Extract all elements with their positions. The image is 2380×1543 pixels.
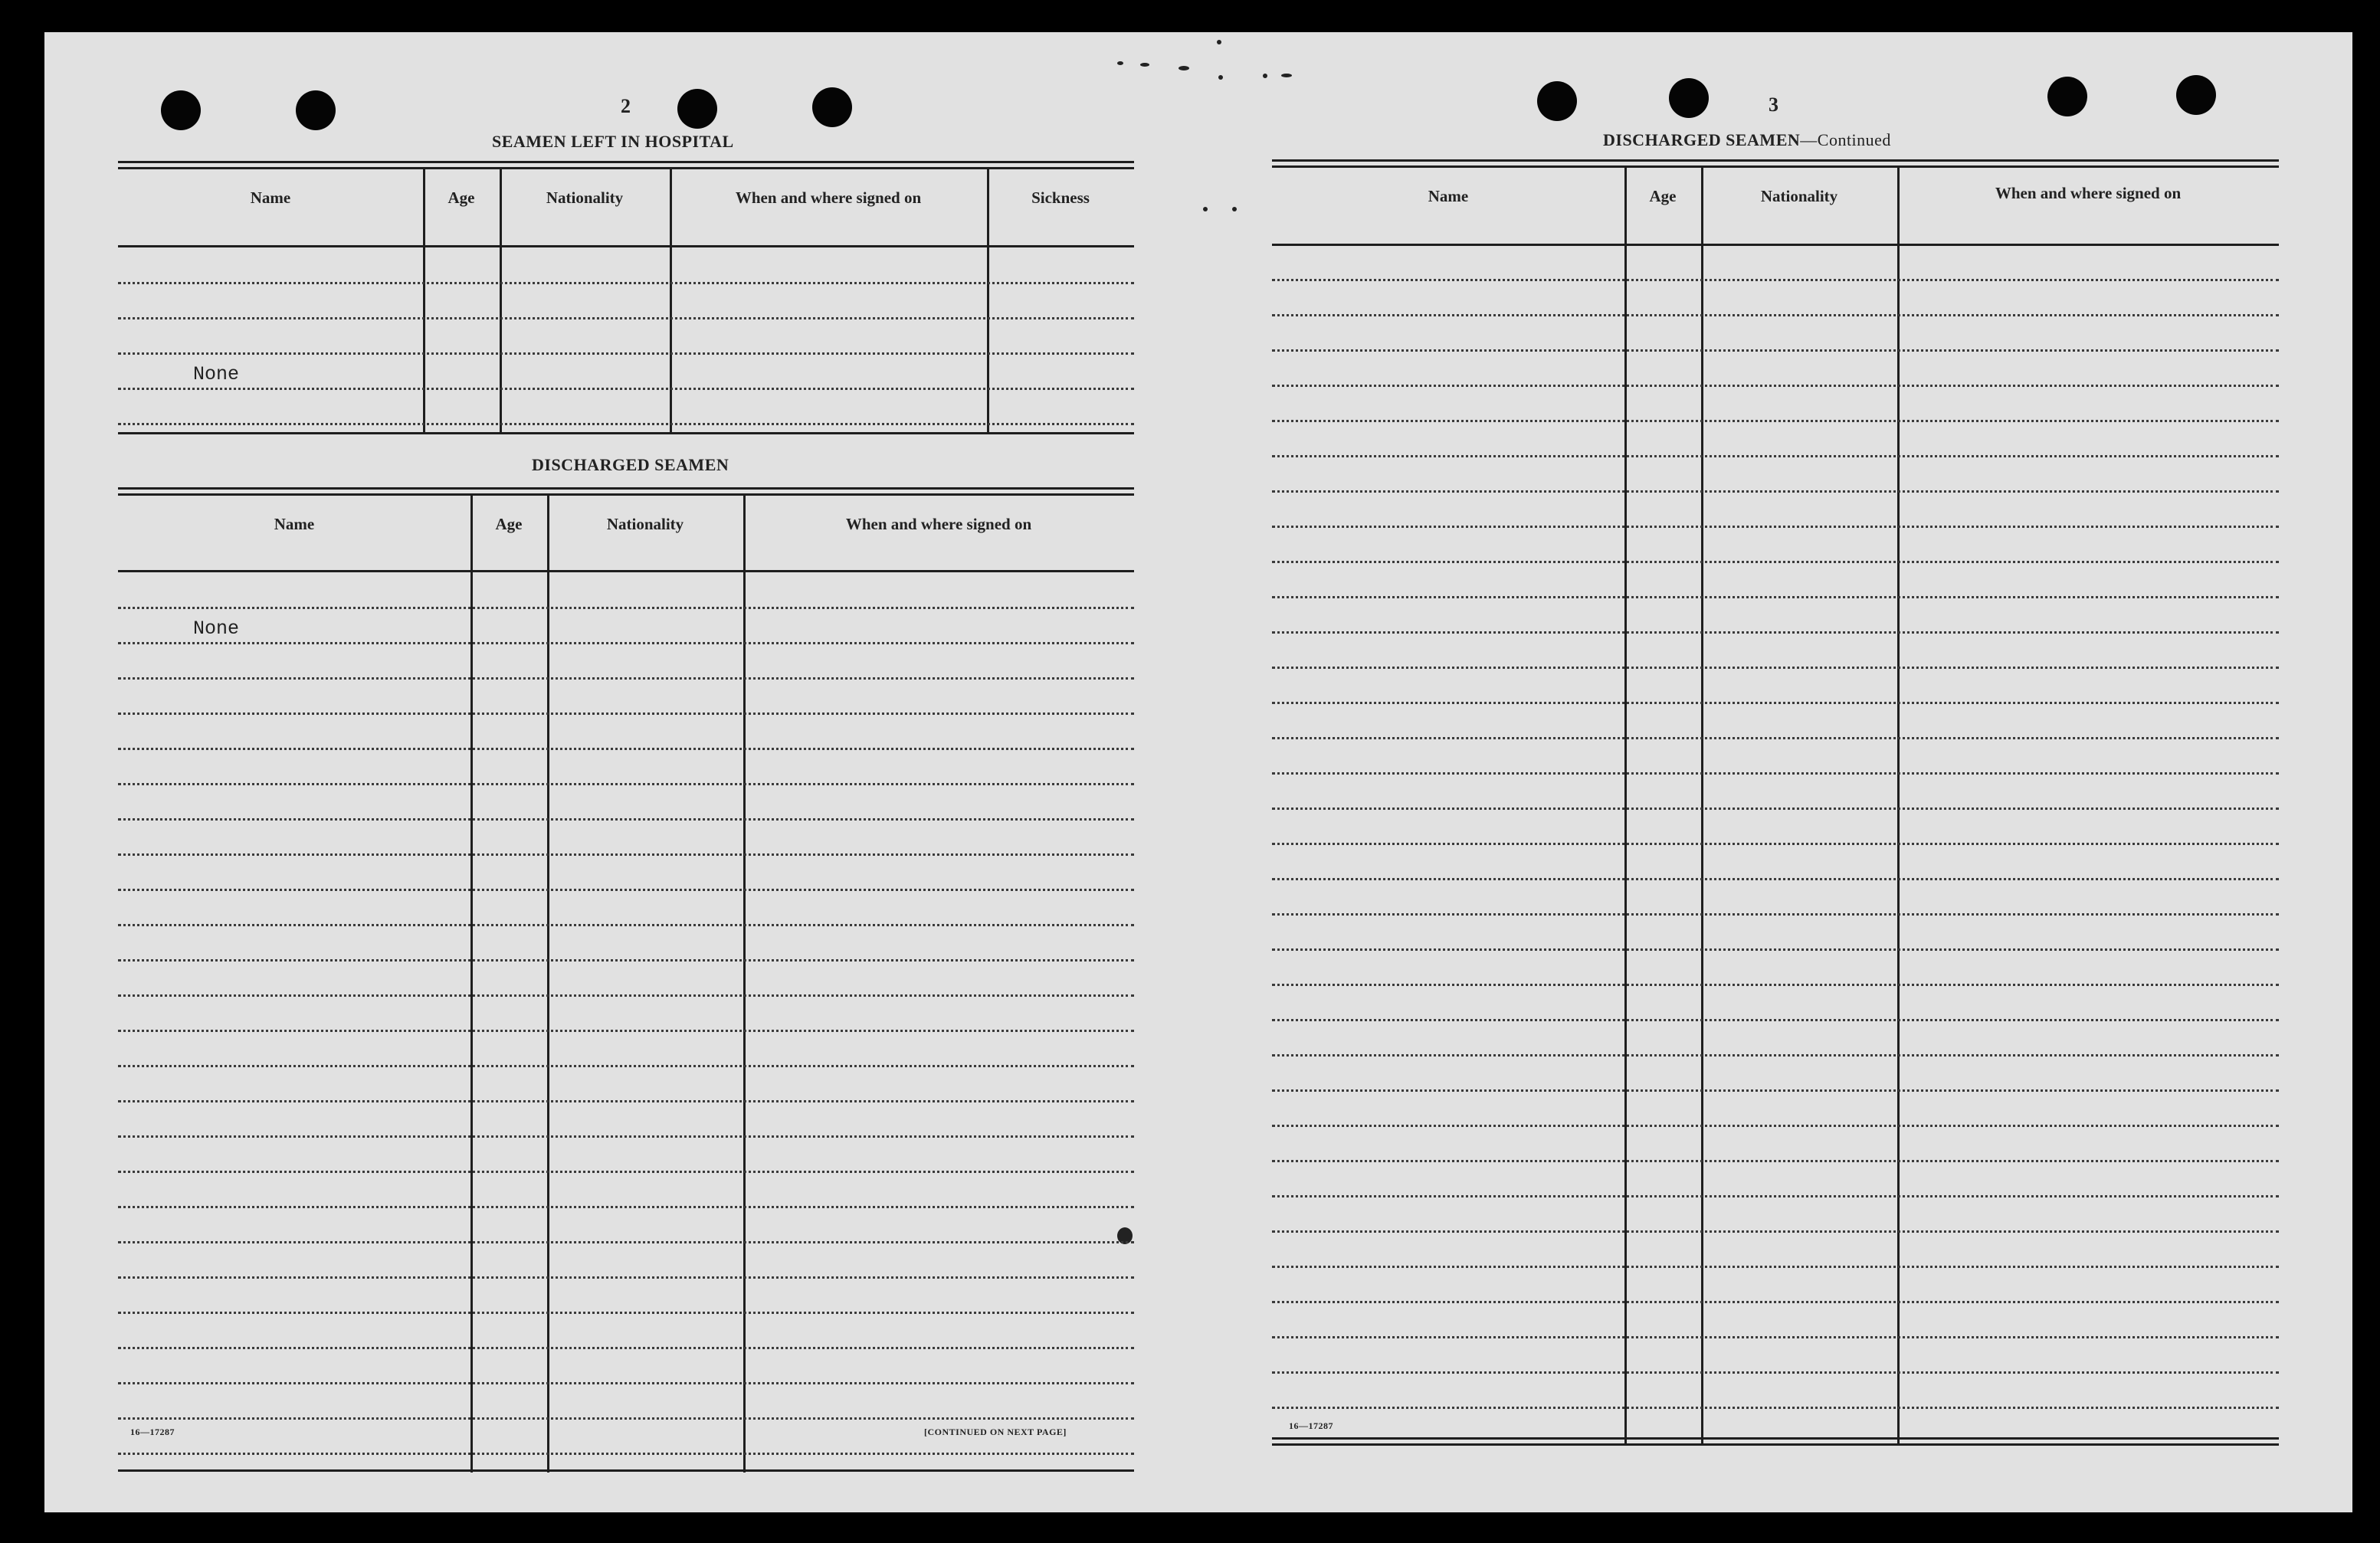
- title-text: DISCHARGED SEAMEN: [1603, 130, 1801, 149]
- column-header-nationality: Nationality: [546, 188, 624, 207]
- entry-line: [1272, 808, 2279, 810]
- column-header-age: Age: [1649, 187, 1677, 205]
- column-divider: [1701, 167, 1703, 1445]
- column-header-nationality: Nationality: [606, 515, 684, 533]
- entry-line: [1272, 984, 2279, 986]
- entry-line: [1272, 1407, 2279, 1409]
- entry-line: [1272, 1019, 2279, 1021]
- entry-line: [1272, 1230, 2279, 1233]
- entry-line: [118, 1382, 1134, 1384]
- discharged-table-left: [118, 487, 1134, 1473]
- entry-line: [118, 1347, 1134, 1349]
- entry-line: [118, 352, 1134, 355]
- scanned-sheet: [44, 32, 2352, 1512]
- column-header-name: Name: [1428, 187, 1469, 205]
- column-header-name: Name: [274, 515, 315, 533]
- entry-line: [118, 1241, 1134, 1243]
- entry-line: [1272, 667, 2279, 669]
- entry-line: [118, 853, 1134, 856]
- table-bottom-rule: [118, 1469, 1134, 1472]
- page-number: 2: [621, 95, 631, 117]
- entry-line: [118, 1206, 1134, 1208]
- entry-line: [118, 282, 1134, 284]
- entry-line: [118, 677, 1134, 680]
- entry-line: [118, 1312, 1134, 1314]
- table-top-rule: [1272, 159, 2279, 162]
- entry-line: [118, 713, 1134, 715]
- entry-line: [118, 1276, 1134, 1279]
- scan-speck: [1117, 61, 1123, 65]
- entry-line: [118, 1100, 1134, 1102]
- entry-line: [118, 1030, 1134, 1032]
- punch-hole: [2176, 75, 2216, 115]
- entry-line: [1272, 349, 2279, 352]
- entry-line: [118, 607, 1134, 609]
- entry-line: [118, 1135, 1134, 1138]
- entry-line: [118, 959, 1134, 962]
- column-divider: [987, 169, 989, 433]
- title-suffix: —Continued: [1800, 130, 1891, 149]
- entry-line: [118, 889, 1134, 891]
- punch-hole: [161, 90, 201, 130]
- entry-line: [1272, 1125, 2279, 1127]
- entry-line: [118, 423, 1134, 425]
- entry-line: [1272, 1266, 2279, 1268]
- entry-line: [1272, 737, 2279, 739]
- hospital-section-title: SEAMEN LEFT IN HOSPITAL: [492, 132, 734, 151]
- punch-hole: [677, 89, 717, 129]
- table-top-rule: [118, 493, 1134, 496]
- discharged-table-right: [1272, 159, 2279, 1448]
- entry-line: [1272, 1301, 2279, 1303]
- table-top-rule: [118, 167, 1134, 169]
- entry-line: [118, 642, 1134, 644]
- column-divider: [1624, 167, 1627, 1445]
- table-top-rule: [1272, 165, 2279, 168]
- column-header-age: Age: [447, 188, 475, 207]
- column-divider: [1897, 167, 1900, 1445]
- scan-speck: [1203, 207, 1208, 211]
- entry-line: [118, 994, 1134, 997]
- entry-line: [1272, 420, 2279, 422]
- table-bottom-rule: [118, 432, 1134, 434]
- scan-speck: [1217, 40, 1221, 44]
- entry-line: [1272, 526, 2279, 528]
- column-header-signed-on: When and where signed on: [845, 515, 1032, 533]
- table-bottom-rule: [1272, 1443, 2279, 1446]
- entry-line: [1272, 385, 2279, 387]
- entry-line: [1272, 1195, 2279, 1197]
- entry-line: [1272, 1336, 2279, 1338]
- column-divider: [670, 169, 672, 433]
- entry-line: [1272, 772, 2279, 775]
- entry-line: [118, 748, 1134, 750]
- entry-line: [1272, 631, 2279, 634]
- entry-line: [1272, 455, 2279, 457]
- entry-line: [1272, 490, 2279, 493]
- column-header-nationality: Nationality: [1760, 187, 1838, 205]
- entry-line: [1272, 1054, 2279, 1057]
- header-underline: [118, 245, 1134, 247]
- entry-line: [118, 783, 1134, 785]
- continued-note: [CONTINUED ON NEXT PAGE]: [924, 1427, 1067, 1437]
- column-header-signed-on: When and where signed on: [735, 188, 922, 207]
- entry-line: [118, 924, 1134, 926]
- form-number: 16—17287: [1289, 1420, 1333, 1431]
- column-header-name: Name: [250, 188, 291, 207]
- entry-line: [1272, 1160, 2279, 1162]
- punch-hole: [1669, 78, 1709, 118]
- column-header-signed-on: When and where signed on: [1995, 184, 2182, 202]
- scan-speck: [1140, 63, 1149, 67]
- entry-line: [1272, 1089, 2279, 1092]
- entry-line: [1272, 913, 2279, 916]
- column-divider: [423, 169, 425, 433]
- discharged-section-title: DISCHARGED SEAMEN: [532, 455, 729, 474]
- hospital-table: [118, 161, 1134, 437]
- scan-speck: [1218, 75, 1223, 80]
- header-underline: [118, 570, 1134, 572]
- column-header-age: Age: [495, 515, 523, 533]
- scan-speck: [1179, 66, 1189, 70]
- entry-line: [118, 1171, 1134, 1173]
- entry-line: [1272, 314, 2279, 316]
- punch-hole: [812, 87, 852, 127]
- entry-line: [118, 818, 1134, 821]
- entry-line: [118, 1453, 1134, 1455]
- entry-line: [1272, 1371, 2279, 1374]
- punch-hole: [296, 90, 336, 130]
- punch-hole: [2047, 77, 2087, 116]
- entry-line: [1272, 948, 2279, 951]
- scan-speck: [1281, 74, 1292, 77]
- form-number: 16—17287: [130, 1427, 175, 1437]
- page-number: 3: [1769, 93, 1778, 116]
- column-header-sickness: Sickness: [1031, 188, 1090, 207]
- entry-line: [1272, 561, 2279, 563]
- entry-line: [1272, 843, 2279, 845]
- table-bottom-rule: [1272, 1437, 2279, 1440]
- entry-line: [1272, 596, 2279, 598]
- entry-line: [118, 317, 1134, 319]
- punch-hole: [1537, 81, 1577, 121]
- table-top-rule: [118, 487, 1134, 490]
- entry-line: [1272, 279, 2279, 281]
- entry-line: [118, 1065, 1134, 1067]
- scan-speck: [1232, 207, 1237, 211]
- entry-line: [118, 1417, 1134, 1420]
- scan-speck: [1263, 74, 1267, 78]
- entry-line: [118, 388, 1134, 390]
- header-underline: [1272, 244, 2279, 246]
- discharged-entry: None: [193, 618, 240, 640]
- table-top-rule: [118, 161, 1134, 163]
- entry-line: [1272, 702, 2279, 704]
- discharged-continued-title: [1603, 130, 1891, 150]
- entry-line: [1272, 878, 2279, 880]
- column-divider: [500, 169, 502, 433]
- hospital-entry: None: [193, 363, 240, 385]
